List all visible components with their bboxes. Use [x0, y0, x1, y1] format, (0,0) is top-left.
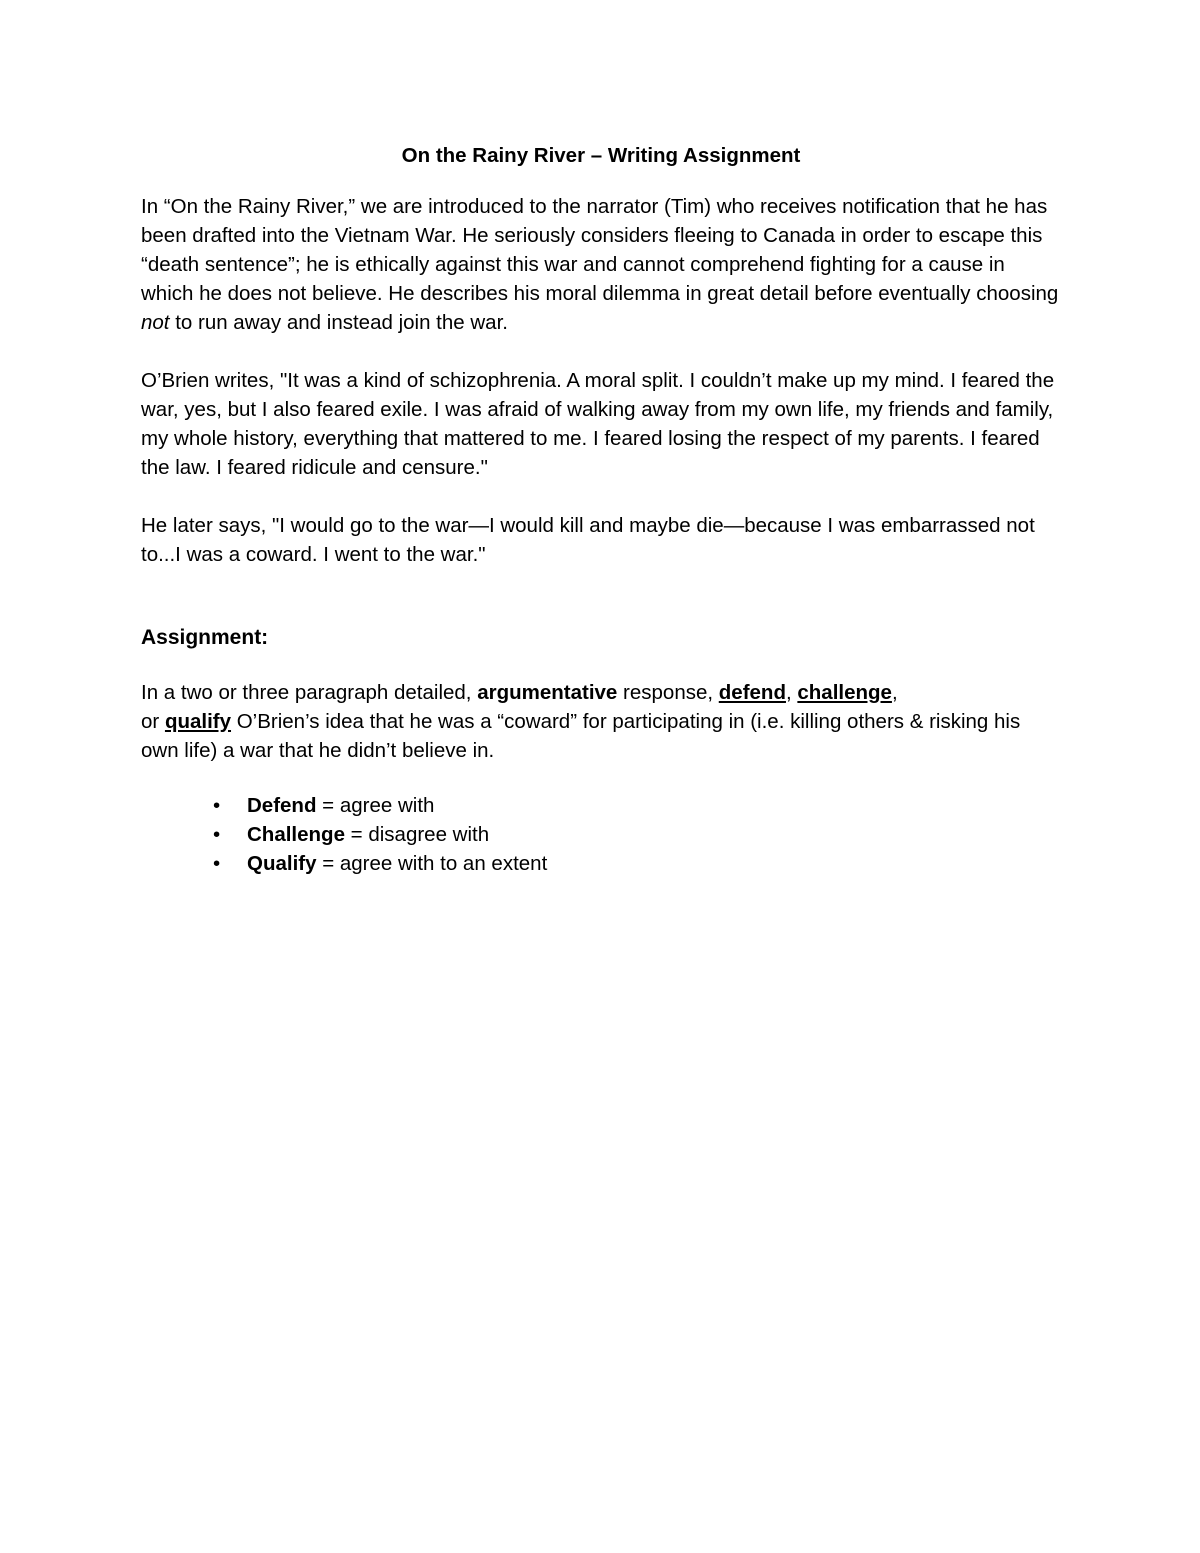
- assignment-comma-1: ,: [785, 681, 798, 704]
- list-item-defend: [141, 791, 1061, 820]
- quote-paragraph-2: He later says, "I would go to the war—I would kill and maybe die—because I was embarrassed not to...I was a coward. I went to the war.": [141, 514, 1035, 566]
- assignment-paragraph: [141, 678, 1061, 765]
- list-item-challenge: [141, 820, 1061, 849]
- intro-emphasis-not: not: [141, 311, 170, 334]
- term-challenge: challenge: [797, 681, 892, 704]
- term-qualify: qualify: [164, 710, 232, 733]
- intro-text-a: In “On the Rainy River,” we are introduced to the narrator (Tim) who receives notification that he has been drafted into the Vietnam War. He seriously considers fleeing to Canada in order to escape this “death sentence”; he is ethically against this war and cannot comprehend fighting for a cause in which he does not believe. He describes his moral dilemma in great detail before eventually choosing: [141, 195, 1059, 305]
- document-page: [141, 138, 1061, 878]
- definition-list: [141, 791, 1061, 878]
- term-defend: defend: [718, 681, 786, 704]
- list-item-qualify: [141, 849, 1061, 878]
- assignment-text-3: or: [141, 710, 165, 733]
- list-term: Challenge: [247, 823, 345, 846]
- list-term: Defend: [247, 794, 317, 817]
- assignment-text-4: O’Brien’s idea that he was a “coward” for participating in (i.e. killing others & risking his own life) a war that he didn’t believe in.: [141, 710, 1021, 762]
- assignment-comma-2: ,: [891, 681, 898, 704]
- list-definition: = agree with: [316, 794, 435, 817]
- term-argumentative: argumentative: [477, 681, 618, 704]
- bullet-icon: •: [213, 852, 221, 875]
- assignment-text-1: In a two or three paragraph detailed,: [141, 681, 478, 704]
- intro-paragraph: [141, 192, 1061, 337]
- list-definition: = agree with to an extent: [316, 852, 548, 875]
- bullet-icon: •: [213, 823, 221, 846]
- assignment-heading: Assignment:: [141, 626, 269, 649]
- list-definition: = disagree with: [344, 823, 490, 846]
- list-term: Qualify: [247, 852, 317, 875]
- intro-text-b: to run away and instead join the war.: [169, 311, 508, 334]
- assignment-text-2: response,: [617, 681, 719, 704]
- quote-paragraph-1: O’Brien writes, "It was a kind of schizophrenia. A moral split. I couldn’t make up my mind. I feared the war, yes, but I also feared exile. I was afraid of walking away from my own life, my friends and family, my whole history, everything that mattered to me. I feared losing the respect of my parents. I feared the law. I feared ridicule and censure.": [141, 369, 1055, 479]
- document-title: On the Rainy River – Writing Assignment: [401, 144, 801, 167]
- bullet-icon: •: [213, 794, 221, 817]
